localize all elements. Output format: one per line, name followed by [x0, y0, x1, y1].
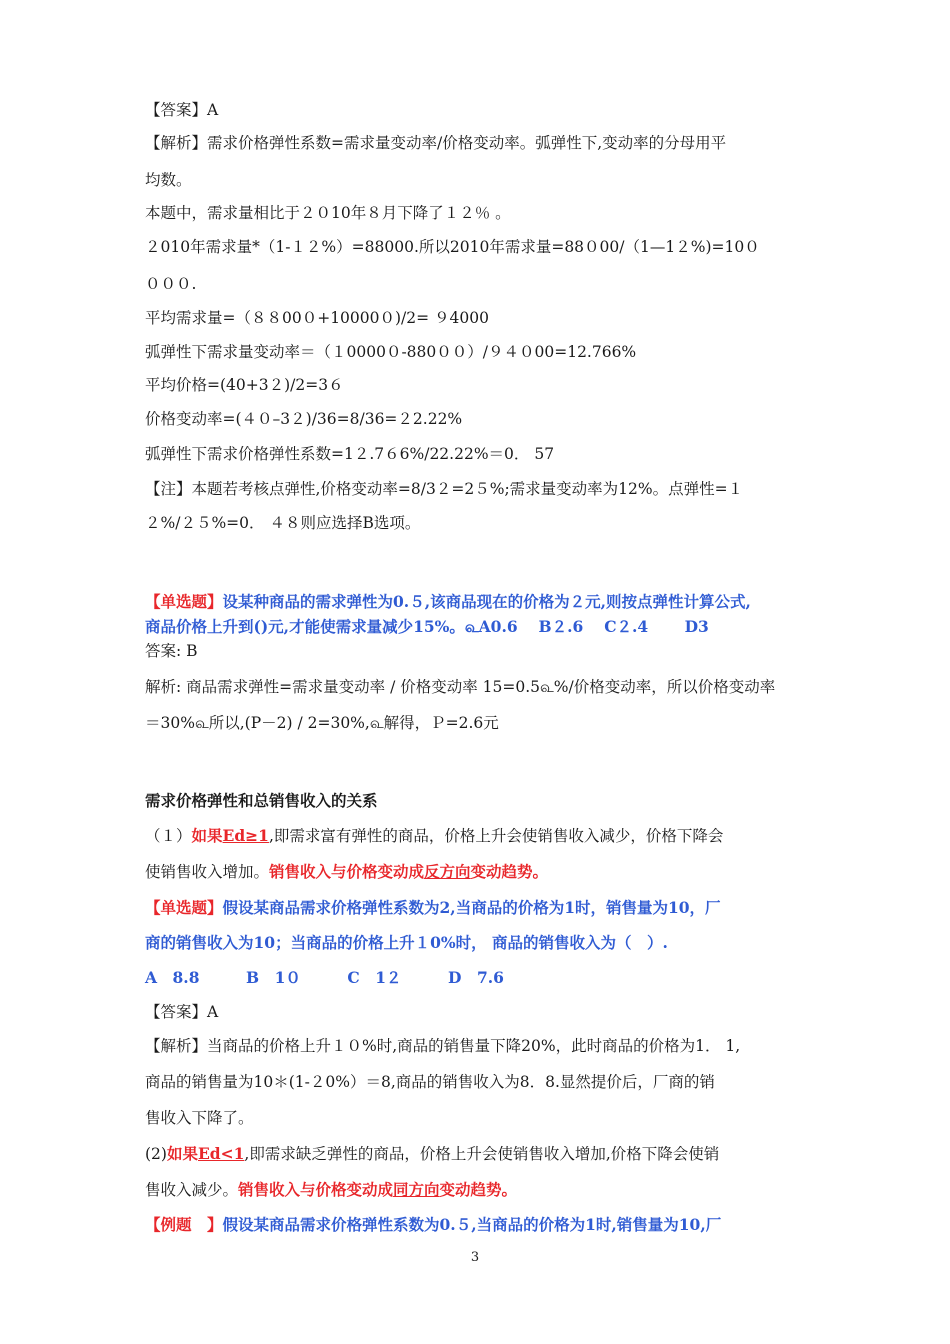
question-2-analysis-1: 【解析】当商品的价格上升１０%时,商品的销售量下降20%，此时商品的价格为1． 1, [145, 1037, 741, 1055]
section-title: 需求价格弹性和总销售收入的关系 [145, 791, 378, 810]
list-marker: （１） [145, 827, 192, 845]
question-2-analysis-2: 商品的销售量为10＊(1-２0%）＝8,商品的销售收入为8．8.显然提价后，厂商的销 [145, 1073, 715, 1091]
body-text: 售收入减少。 [145, 1181, 239, 1199]
question-1-line-2: 商品价格上升到()元,才能使需求量减少15%。௳A0.6 B２.6 C２.4 D3 [145, 617, 709, 636]
question-text: 假设某商品需求价格弹性系数为2,当商品的价格为1时，销售量为10，厂 [222, 898, 721, 917]
text-line: ０００. [145, 275, 197, 293]
question-text: 假设某商品需求价格弹性系数为0.５,当商品的价格为1时,销售量为10,厂 [222, 1215, 722, 1234]
question-1-analysis-1: 解析: 商品需求弹性=需求量变动率 / 价格变动率 15=0.5௳%/价格变动率，所以价格变动率 [145, 678, 776, 696]
section-p2-line-2 [145, 1180, 517, 1200]
analysis-line-1: 【解析】需求价格弹性系数=需求量变动率/价格变动率。弧弹性下,变动率的分母用平 [145, 134, 727, 152]
text-line: 本题中，需求量相比于２０10年８月下降了１２％ 。 [145, 204, 511, 222]
question-1-analysis-2: ＝30%௳所以,(P－2) / 2=30%,௳解得，Ｐ=2.6元 [145, 714, 499, 732]
question-text: 设某种商品的需求弹性为0.５,该商品现在的价格为２元,则按点弹性计算公式, [222, 592, 751, 611]
question-2-line-1 [145, 898, 721, 918]
text-line: 弧弹性下需求价格弹性系数=1２.7６6%/22.22%＝0． 57 [145, 445, 555, 463]
red-text: 如果 [191, 826, 223, 845]
section-p1-line-1 [145, 826, 723, 846]
question-tag: 【例题 】 [145, 1215, 223, 1234]
body-text: ,即需求缺乏弹性的商品，价格上升会使销售收入增加,价格下降会使销 [244, 1145, 720, 1163]
question-2-line-2: 商的销售收入为10；当商品的价格上升１0%时， 商品的销售收入为（ ）. [145, 933, 668, 952]
text-line: 平均价格=(40+3２)/2=3６ [145, 376, 344, 394]
red-underlined-text: 反方向 [424, 862, 471, 881]
question-2-options: A 8.8 B 1０ C 1２ D 7.6 [145, 968, 504, 987]
question-2-analysis-3: 售收入下降了。 [145, 1109, 254, 1127]
red-text: 销售收入与价格变动成 [238, 1180, 394, 1199]
note-line-1: 【注】本题若考核点弹性,价格变动率=8/3２=2５%;需求量变动率为12%。点弹性=１ [145, 480, 744, 498]
body-text: 使销售收入增加。 [145, 863, 270, 881]
question-1-line-1 [145, 592, 751, 612]
red-text: 变动趋势。 [470, 862, 549, 881]
text-line: ２010年需求量*（1-１２%）=88000.所以2010年需求量=88０00/（1—1２%)=10０ [145, 238, 760, 256]
question-2-answer: 【答案】A [145, 1003, 219, 1021]
red-underlined-text: 同方向 [393, 1180, 440, 1199]
list-marker: (2) [145, 1145, 167, 1163]
note-line-2: ２%/２５%=0． ４８则应选择B选项。 [145, 514, 421, 532]
question-1-answer: 答案: B [145, 642, 198, 660]
section-p1-line-2 [145, 862, 548, 882]
answer-line: 【答案】A [145, 101, 219, 119]
question-tag: 【单选题】 [145, 898, 223, 917]
red-text: 变动趋势。 [439, 1180, 518, 1199]
red-text: 销售收入与价格变动成 [269, 862, 425, 881]
section-p2-line-1 [145, 1144, 719, 1164]
elasticity-symbol: Ed≥1 [222, 826, 269, 845]
text-line: 弧弹性下需求量变动率＝（１0000０-880００）/９４０00=12.766% [145, 343, 637, 361]
red-text: 如果 [166, 1144, 198, 1163]
analysis-line-2: 均数。 [145, 171, 192, 189]
page-number: 3 [470, 1250, 480, 1265]
question-tag: 【单选题】 [145, 592, 223, 611]
text-line: 平均需求量=（８８00０+10000０)/2= ９4000 [145, 309, 489, 327]
text-line: 价格变动率=(４０–3２)/36=8/36=２2.22% [145, 410, 463, 428]
body-text: ,即需求富有弹性的商品，价格上升会使销售收入减少，价格下降会 [268, 827, 724, 845]
elasticity-symbol: Ed<1 [197, 1144, 245, 1163]
example-line-1 [145, 1215, 721, 1235]
